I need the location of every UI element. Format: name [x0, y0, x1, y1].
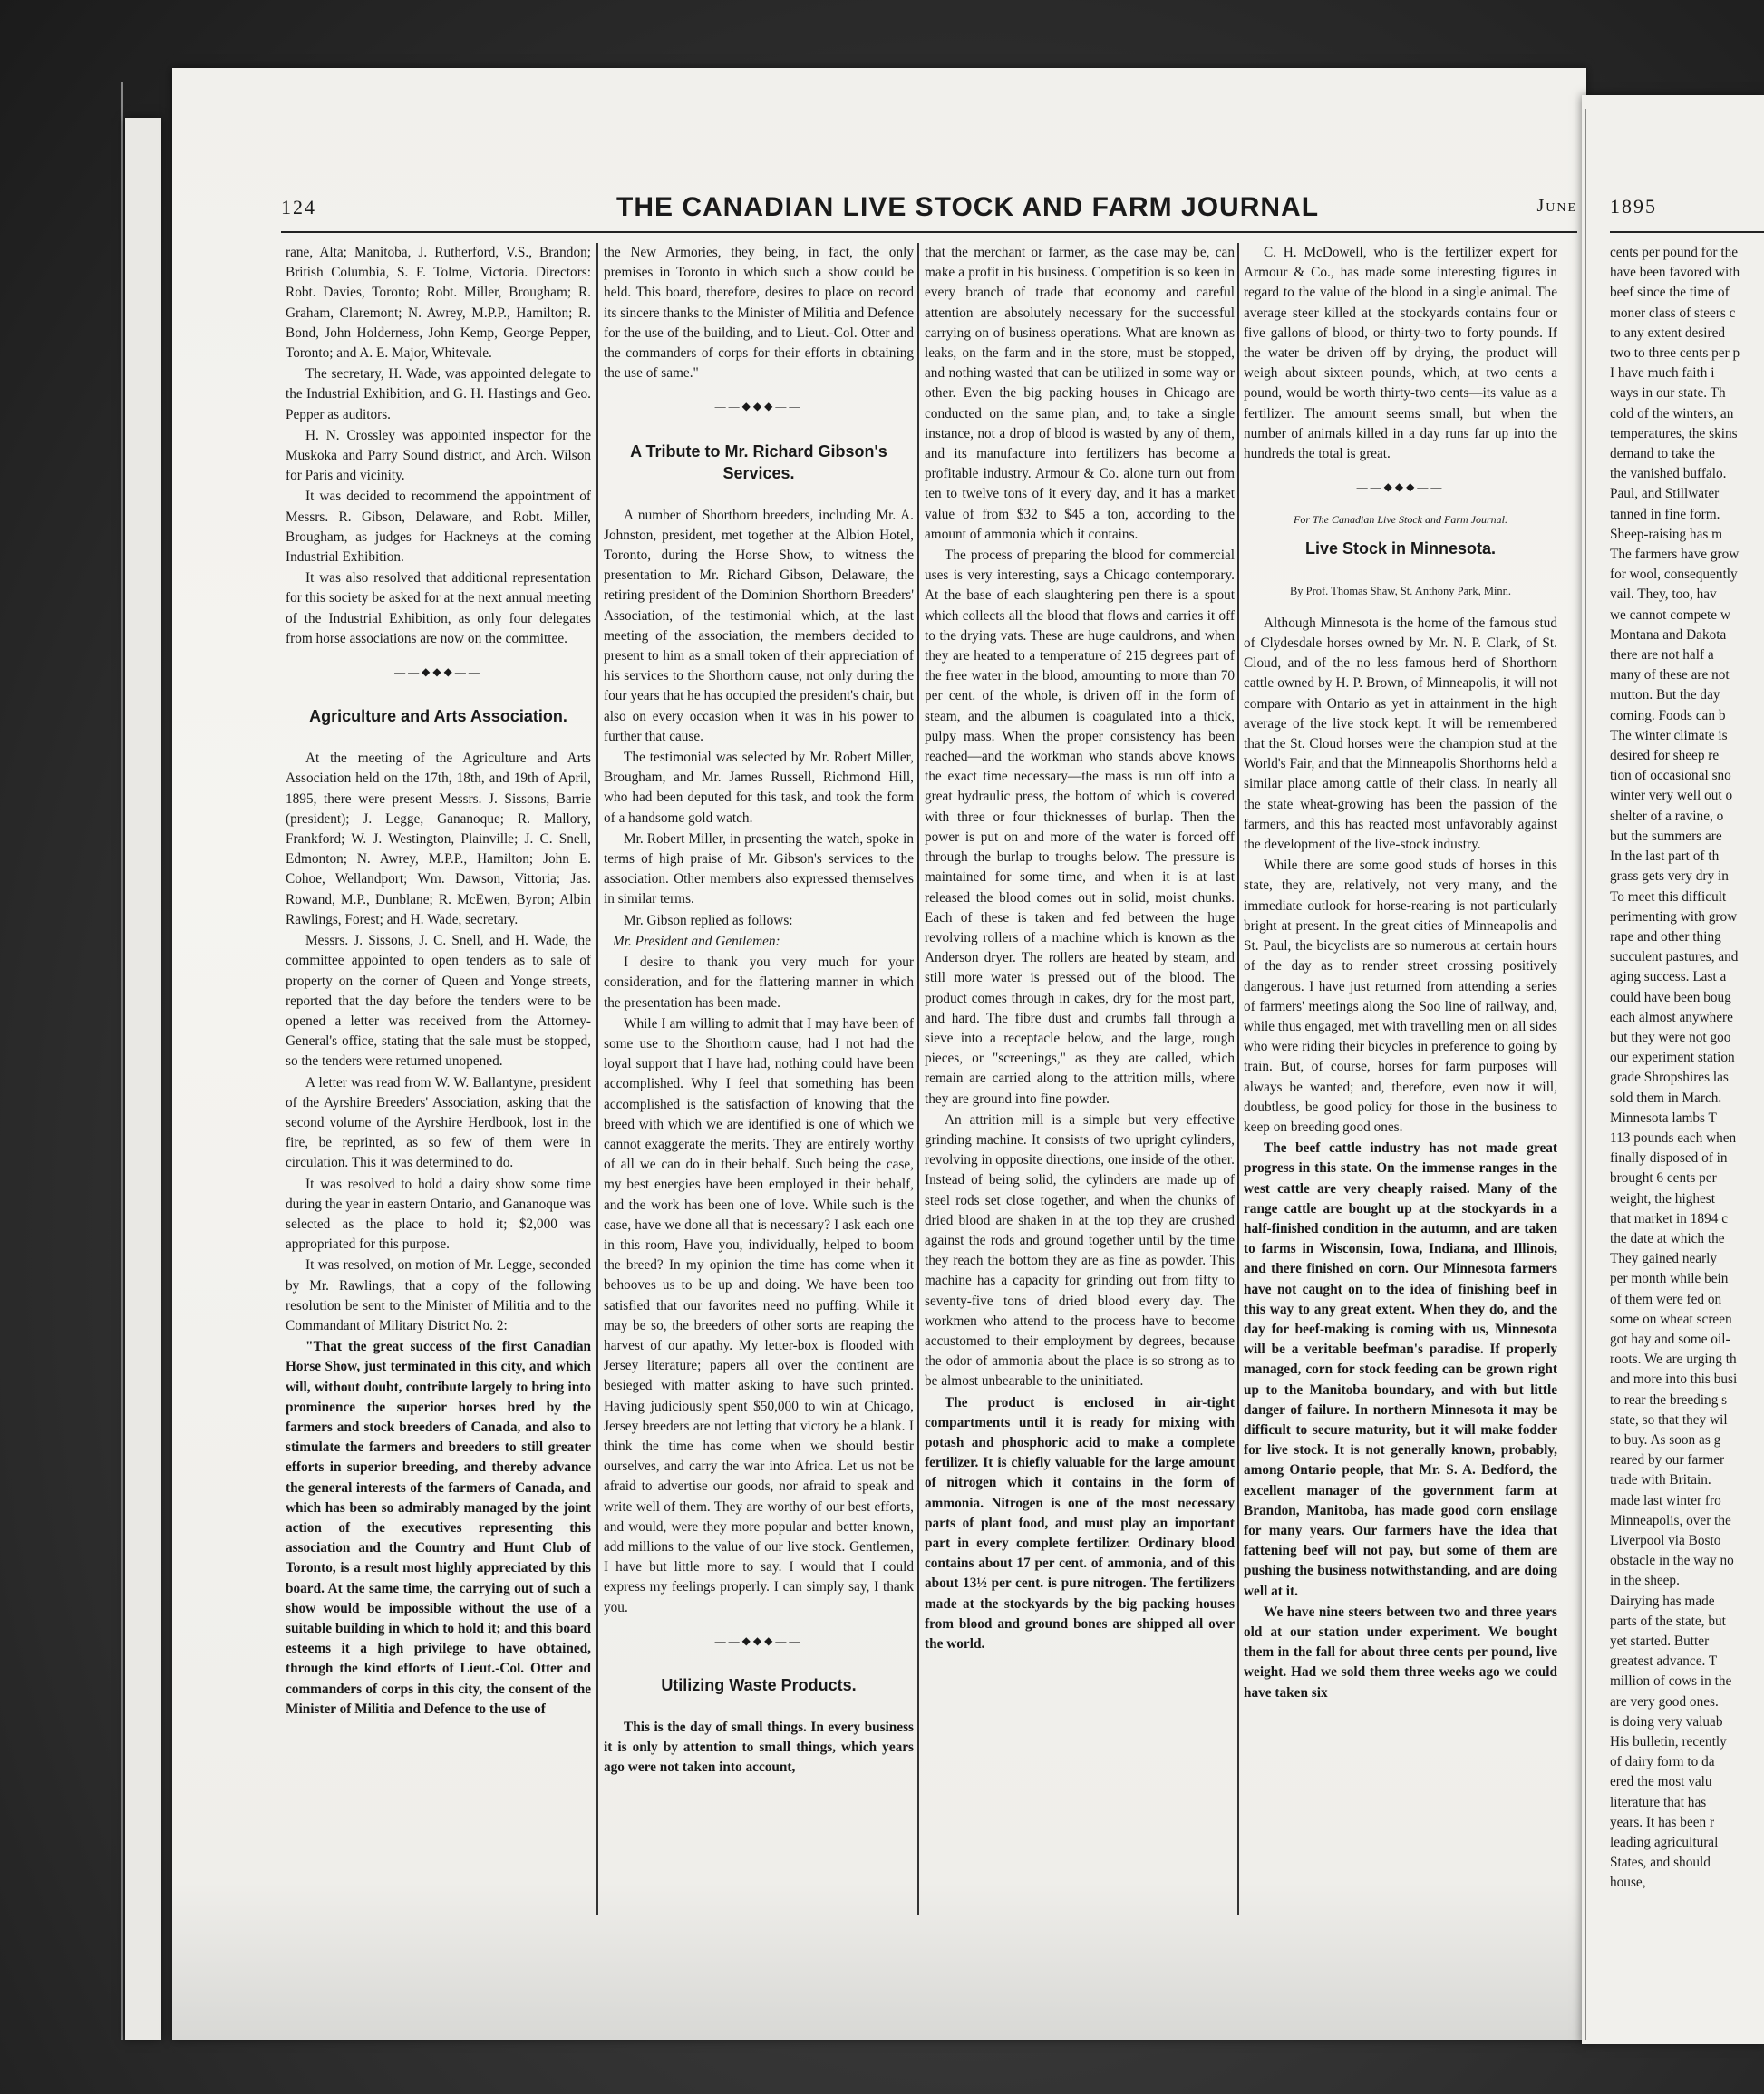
- facing-page-line: could have been boug: [1610, 989, 1731, 1005]
- facing-page-year: 1895: [1610, 195, 1657, 218]
- paragraph: The testimonial was selected by Mr. Robert Miller, Brougham, and Mr. James Russell, Richmond Hill, who had been deputed for this task, and took the form of a handsome gold watch.: [604, 750, 914, 826]
- facing-page-line: 113 pounds each when: [1610, 1129, 1737, 1146]
- facing-page-line: vail. They, too, hav: [1610, 587, 1717, 603]
- facing-page-line: His bulletin, recently: [1610, 1734, 1727, 1750]
- facing-page-line: of them were fed on: [1610, 1291, 1722, 1307]
- facing-page-line: and more into this busi: [1610, 1372, 1738, 1388]
- paragraph: rane, Alta; Manitoba, J. Rutherford, V.S., Brandon; British Columbia, S. F. Tolme, Victoria. Directors: Robt. Davies, Toronto; Robt. Miller, Brougham; R. Graham, Claremont; N. Awrey, M.P.P., Hamilton; R. Bond, John Holderness, John Kemp, George Pepper, Toronto; and A. E. Major, Whitevale.: [286, 245, 591, 362]
- facing-page-line: States, and should: [1610, 1855, 1711, 1871]
- facing-page-line: literature that has: [1610, 1794, 1707, 1810]
- section-ornament: ——◆◆◆——: [1356, 480, 1445, 494]
- column-3: [925, 243, 1235, 1920]
- column-4: [1244, 243, 1557, 1920]
- facing-page-line: sold them in March.: [1610, 1090, 1722, 1106]
- facing-page-line: is doing very valuab: [1610, 1713, 1723, 1730]
- column-5-facing-page: [1610, 243, 1764, 1920]
- facing-page-line: are very good ones.: [1610, 1693, 1719, 1710]
- facing-page-line: leading agricultural: [1610, 1835, 1719, 1851]
- facing-page-line: cold of the winters, an: [1610, 405, 1734, 422]
- paragraph: An attrition mill is a simple but very effective grinding machine. It consists of two upright cylinders, revolving in opposite directions, one inside of the other. Instead of being solid, the cylinders are made up of steel rods set close together, and when the chunks of dried blood are shaken in at the top they are crushed against the rods and ground together until by the time they reach the bottom they are as fine as powder. This machine has a capacity for grinding out from fifty to seventy-five tons of dried blood every day. The workmen who attend to the process have to become accustomed to their employment by degrees, because the odor of ammonia about the place is so strong as to be almost unbearable to the uninitiated.: [925, 1111, 1235, 1390]
- facing-page-line: two to three cents per p: [1610, 345, 1740, 362]
- facing-page-line: tion of occasional sno: [1610, 768, 1731, 784]
- facing-page-line: to rear the breeding s: [1610, 1391, 1728, 1408]
- journal-title: THE CANADIAN LIVE STOCK AND FARM JOURNAL: [616, 192, 1320, 222]
- resolution-paragraph: "That the great success of the first Canadian Horse Show, just terminated in this city, and which will, without doubt, contribute largely to bring into prominence the superior horses bred by the farmers and stock breeders of Canada, and also to stimulate the farmers and breeders to still greater efforts in superior breeding, and thereby advance the general interests of the farmers of Canada, and which has been so admirably managed by the joint action of the executives representing this association and the Country and Hunt Club of Toronto, is a result most highly appreciated by this board. At the same time, the carrying out of such a show would be impossible without the use of a suitable building in which to hold it; and this board esteems it a high privilege to have obtained, through the kind efforts of Lieut.-Col. Otter and commanders of corps in this city, the consent of the Minister of Militia and Defence to the use of: [286, 1339, 591, 1717]
- paragraph: Messrs. J. Sissons, J. C. Snell, and H. Wade, the committee appointed to open tenders as to sale of property on the corner of Queen and Yonge streets, reported that the day before the tenders were to be opened a letter was received from the Attorney-General's office, stating that the sale must be stopped, so the tenders were returned unopened.: [286, 933, 591, 1070]
- facing-page-line: moner class of steers c: [1610, 305, 1736, 321]
- facing-page-line: To meet this difficult: [1610, 888, 1727, 905]
- column-divider: [917, 243, 919, 1915]
- facing-page-line: Minneapolis, over the: [1610, 1512, 1731, 1528]
- facing-page-line: state, so that they wil: [1610, 1411, 1728, 1428]
- paragraph: While there are some good studs of horses in this state, they are, relatively, not very many, and the immediate outlook for horse-rearing is not particularly bright at present. In the great cities of Minneapolis and St. Paul, the bicyclists are so numerous at certain hours of the day as to render street crossing positively dangerous. I have just returned from attending a series of farmers' meetings along the Soo line of railway, and, while thus engaged, met with travelling men on all sides who were riding their bicycles in preference to going by train. But, of course, horses for farm purposes will always be wanted; and, therefore, even now it will, doubtless, be good policy for those in the business to keep on breeding good ones.: [1244, 858, 1557, 1135]
- paragraph: It was also resolved that additional representation for this society be asked for at the next annual meeting of the Industrial Exhibition, as only four delegates from horse associations are now on the committee.: [286, 570, 591, 646]
- facing-page-line: desired for sheep re: [1610, 748, 1720, 764]
- article-heading: Utilizing Waste Products.: [661, 1676, 857, 1694]
- paragraph: A letter was read from W. W. Ballantyne, president of the Ayrshire Breeders' Association, asking that the second volume of the Ayrshire Herdbook, lost in the fire, be reprinted, as so few of them were in circulation. This it was determined to do.: [286, 1074, 591, 1171]
- paragraph: the New Armories, they being, in fact, the only premises in Toronto in which such a show could be held. This board, therefore, desires to place on record its sincere thanks to the Minister of Militia and Defence for the use of the building, and to Lieut.-Col. Otter and the commanders of corps for their efforts in obtaining the use of same.": [604, 245, 914, 382]
- facing-page-line: made last winter fro: [1610, 1492, 1721, 1508]
- facing-page-line: cents per pound for the: [1610, 245, 1739, 260]
- page-number: 124: [281, 196, 316, 218]
- facing-page-line: reared by our farmer: [1610, 1452, 1725, 1469]
- facing-page-line: yet started. Butter: [1610, 1634, 1710, 1650]
- facing-page-line: million of cows in the: [1610, 1673, 1732, 1690]
- paragraph: Mr. Robert Miller, in presenting the watch, spoke in terms of high praise of Mr. Gibson's services to the association. Other members also expressed themselves in similar terms.: [604, 830, 914, 907]
- facing-page-line: of dairy form to da: [1610, 1754, 1715, 1770]
- facing-page-line: trade with Britain.: [1610, 1472, 1711, 1488]
- facing-header-rule: [1610, 231, 1764, 233]
- facing-page-line: per month while bein: [1610, 1271, 1729, 1287]
- issue-month: June: [1536, 196, 1577, 216]
- section-ornament: ——◆◆◆——: [714, 1634, 803, 1647]
- paragraph: While I am willing to admit that I may have been of some use to the Shorthorn cause, had I not had the loyal support that I have had, nothing could have been accomplished. Why I feel that something has been accomplished is the satisfaction of knowing that the breed with which we are identified is one of which we cannot exaggerate the merits. They are entirely worthy of all we can do in their behalf. Such being the case, my best energies have been employed in their behalf, and the work has been one of love. While such is the case, have we done all that is necessary? I ask each one in this room, Have you, individually, helped to boom the breed? In my opinion the time has come when it behooves us to be up and doing. We have been too satisfied that our favorites need no puffing. While it may be so, the breeders of other sorts are reaping the harvest of our apathy. My letter-box is flooded with Jersey literature; papers all over the continent are besieged with matter asking to have such printed. Having judiciously spent $50,000 to win at Chicago, Jersey breeders are not letting that victory be a blank. I think the time has come when we should bestir ourselves, and carry the war into Africa. Let us not be afraid to advertise our goods, nor afraid to speak and write well of them. They are worthy of our best efforts, and would, were they more popular and better known, add millions to the value of our live stock. Gentlemen, I have but little more to say. I would that I could express my feelings properly. I can simply say, I thank you.: [604, 1015, 914, 1615]
- facing-page-line: Dairying has made: [1610, 1593, 1715, 1609]
- facing-page-line: succulent pastures, and: [1610, 949, 1739, 965]
- facing-page-line: winter very well out o: [1610, 788, 1733, 804]
- facing-page-line: for wool, consequently: [1610, 567, 1738, 583]
- facing-page-line: Minnesota lambs T: [1610, 1110, 1717, 1126]
- paragraph: It was resolved to hold a dairy show some time during the year in eastern Ontario, and Gananoque was selected as the place to hold it; $2,000 was appropriated for this purpose.: [286, 1176, 591, 1253]
- column-divider: [596, 243, 598, 1915]
- paragraph: The product is enclosed in air-tight compartments until it is ready for mixing with potash and phosphoric acid to make a complete fertilizer. It is chiefly valuable for the large amount of nitrogen which it contains in the form of ammonia. Nitrogen is one of the most necessary parts of plant food, and must play an important part in every complete fertilizer. Ordinary blood contains about 17 per cent. of ammonia, and of this about 13½ per cent. is pure nitrogen. The fertilizers made at the stockyards by the big packing houses from blood and ground bones are shipped all over the world.: [925, 1394, 1235, 1653]
- article-credit: For The Canadian Live Stock and Farm Journal.: [1294, 513, 1507, 527]
- article-byline: By Prof. Thomas Shaw, St. Anthony Park, Minn.: [1289, 584, 1512, 597]
- facing-page-line: there are not half a: [1610, 647, 1714, 664]
- gutter-line: [1585, 109, 1586, 2040]
- paragraph: We have nine steers between two and three years old at our station under experiment. We bought them in the fall for about three cents per pound, live weight. Had we sold them three weeks ago we could have taken six: [1244, 1604, 1557, 1701]
- facing-page-line: weight, the highest: [1610, 1190, 1715, 1207]
- facing-page-line: many of these are not: [1610, 667, 1730, 683]
- facing-page-line: Montana and Dakota: [1610, 626, 1727, 643]
- facing-page-line: demand to take the: [1610, 446, 1715, 462]
- facing-page-line: got hay and some oil-: [1610, 1331, 1730, 1347]
- facing-page-line: Sheep-raising has m: [1610, 526, 1723, 542]
- facing-page-line: tanned in fine form.: [1610, 506, 1720, 522]
- facing-page-line: that market in 1894 c: [1610, 1210, 1728, 1226]
- paragraph: I desire to thank you very much for your consideration, and for the flattering manner in which the presentation has been made.: [604, 955, 914, 1011]
- facing-page-line: grade Shropshires las: [1610, 1070, 1729, 1086]
- facing-page-line: I have much faith i: [1610, 365, 1715, 382]
- section-ornament: ——◆◆◆——: [394, 665, 482, 679]
- facing-page-line: the vanished buffalo.: [1610, 466, 1727, 482]
- facing-page-line: ways in our state. Th: [1610, 385, 1726, 402]
- facing-page-line: to any extent desired: [1610, 325, 1726, 341]
- page-header: [281, 192, 1577, 228]
- column-1: [286, 243, 591, 1920]
- facing-page-line: The winter climate is: [1610, 727, 1728, 743]
- facing-page-line: have been favored with: [1610, 265, 1740, 281]
- paragraph: that the merchant or farmer, as the case may be, can make a profit in his business. Competition is so keen in every branch of trade that economy and careful attention are absolutely necessary for the successful carrying on of business operations. What are known as leaks, on the farm and in the store, must be stopped, and nothing wasted that can be utilized in some way or other. Even the big packing houses in Chicago are conducted on the same plan, and, to take a single instance, not a drop of blood is wasted by any of them, and its manufacture into fertilizers has become a profitable industry. Armour & Co. alone turn out from ten to twelve tons of it every day, and it has a market value of from $32 to $45 a ton, according to the amount of ammonia which it contains.: [925, 245, 1235, 542]
- facing-page-line: aging success. Last a: [1610, 969, 1727, 985]
- facing-page-line: our experiment station: [1610, 1050, 1735, 1066]
- facing-page-line: coming. Foods can b: [1610, 707, 1726, 723]
- facing-page-line: finally disposed of in: [1610, 1150, 1728, 1167]
- facing-page-line: mutton. But the day: [1610, 687, 1720, 703]
- facing-page-line: we cannot compete w: [1610, 606, 1730, 623]
- facing-page-line: Liverpool via Bosto: [1610, 1533, 1721, 1548]
- facing-page-line: They gained nearly: [1610, 1251, 1718, 1267]
- scan-edge-line: [121, 82, 123, 2040]
- paragraph: At the meeting of the Agriculture and Arts Association held on the 17th, 18th, and 19th of April, 1895, there were present Messrs. J. Sissons, Barrie (president); J. Legge, Gananoque; R. Mallory, Frankford; W. J. Westington, Plainville; J. C. Snell, Edmonton; N. Awrey, M.P.P., Hamilton; John E. Cohoe, Wellandport; Wm. Dawson, Vittoria; Jas. Rowand, M.P., Dunblane; R. McEwen, Byron; Albin Rawlings, Forest; and H. Wade, secretary.: [286, 751, 591, 927]
- facing-page-line: grass gets very dry in: [1610, 868, 1729, 885]
- facing-page-line: In the last part of th: [1610, 848, 1720, 865]
- article-heading: A Tribute to Mr. Richard Gibson's Services.: [630, 441, 887, 482]
- underlying-page-edge: [125, 118, 161, 2040]
- section-ornament: ——◆◆◆——: [714, 400, 803, 413]
- facing-page-line: to buy. As soon as g: [1610, 1431, 1721, 1448]
- paragraph: H. N. Crossley was appointed inspector for the Muskoka and Parry Sound district, and Arch. Wilson for Paris and vicinity.: [286, 427, 591, 484]
- facing-page-line: but they were not goo: [1610, 1029, 1731, 1045]
- paragraph: A number of Shorthorn breeders, including Mr. A. Johnston, president, met together at the Albion Hotel, Toronto, during the Horse Show, to witness the presentation to Mr. Richard Gibson, Delaware, the retiring president of the Dominion Shorthorn Breeders' Association, of the testimonial which, at the last meeting of the association, the members decided to present to him as a small token of their appreciation of his services to the Shorthorn cause, not only during the four years that he has occupied the president's chair, but also on every occasion when it was in his power to further that cause.: [604, 507, 914, 744]
- paragraph: The process of preparing the blood for commercial uses is very interesting, says a Chicago contemporary. At the base of each slaughtering pen there is a spout which collects all the blood that flows and carries it off to the drying vats. These are huge cauldrons, and when they are heated to a temperature of 215 degrees part of the free water in the blood, amounting to more than 70 per cent. of the whole, is driven off in the form of steam, and the albumen is coagulated into a thick, pulpy mass. When the proper consistency has been reached—and the workman who stands above knows the exact time necessary—the mass is run off into a great hydraulic press, the bottom of which is covered with three or four thicknesses of burlap. Then the power is put on and more of the water is forced off through the burlap to troughs below. The pressure is maintained for some time, and when it is at last released the blood comes out in solid, moist chunks. Each of these is taken and fed between the huge revolving rollers of a machine which is known as the Anderson dryer. The rollers are heated by steam, and still more water is pressed out of the blood. The product comes through in cakes, dry for the most part, and hard. The fibre dust and crumbs fall through a sieve into a receptacle below, and the large, rough pieces, or "screenings," as they are called, which remain are carried along to the attrition mills, where they are ground into fine powder.: [925, 548, 1235, 1107]
- facing-page-line: perimenting with grow: [1610, 908, 1738, 925]
- facing-page-line: ered the most valu: [1610, 1774, 1712, 1790]
- header-rule: [281, 231, 1577, 233]
- facing-page-line: beef since the time of: [1610, 285, 1730, 301]
- facing-page-line: The farmers have grow: [1610, 547, 1740, 563]
- paragraph: It was resolved, on motion of Mr. Legge, seconded by Mr. Rawlings, that a copy of the following resolution be sent to the Minister of Militia and to the Commandant of Military District No. 2:: [286, 1257, 591, 1333]
- facing-page-line: in the sheep.: [1610, 1573, 1680, 1589]
- paragraph: The secretary, H. Wade, was appointed delegate to the Industrial Exhibition, and G. H. Hastings and Geo. Pepper as auditors.: [286, 366, 591, 422]
- paragraph: Mr. Gibson replied as follows:: [624, 912, 793, 928]
- facing-page-line: shelter of a ravine, o: [1610, 808, 1724, 824]
- facing-page-line: rape and other thing: [1610, 928, 1721, 945]
- facing-page-line: but the summers are: [1610, 828, 1722, 844]
- facing-page-line: each almost anywhere: [1610, 1009, 1733, 1025]
- facing-page-line: the date at which the: [1610, 1230, 1725, 1246]
- paragraph: The beef cattle industry has not made great progress in this state. On the immense ranges in the west cattle are very cheaply raised. Many of the range cattle are bought up at the stockyards in a half-finished condition in the autumn, and are taken to farms in Wisconsin, Iowa, Indiana, and Illinois, and there finished on corn. Our Minnesota farmers have not caught on to the idea of finishing beef in this way to any great extent. When they do, and the day for beef-making is coming with us, Minnesota will be a veritable beefman's paradise. If properly managed, corn for stock feeding can be grown right up to the Manitoba boundary, and with but little danger of failure. In northern Minnesota it may be difficult to secure maturity, but it will make fodder for live stock. It is not generally known, probably, among Ontario people, that Mr. S. A. Bedford, the excellent manager of the government farm at Brandon, Manitoba, has made good corn ensilage for many years. Our farmers have the idea that fattening beef will not pay, but some of them are pushing the business notwithstanding, and are doing well at it.: [1244, 1140, 1557, 1599]
- facing-page-line: house,: [1610, 1875, 1646, 1891]
- article-heading: Agriculture and Arts Association.: [309, 707, 567, 726]
- column-2: [604, 243, 914, 1920]
- facing-page-line: obstacle in the way no: [1610, 1553, 1734, 1569]
- facing-page-line: parts of the state, but: [1610, 1613, 1726, 1629]
- facing-page-line: temperatures, the skins: [1610, 425, 1738, 441]
- facing-page-line: some on wheat screen: [1610, 1311, 1732, 1327]
- facing-page-line: roots. We are urging th: [1610, 1352, 1737, 1368]
- paragraph: This is the day of small things. In every business it is only by attention to small things, which years ago were not taken into account,: [604, 1720, 914, 1776]
- column-divider: [1237, 243, 1239, 1915]
- facing-page-line: Paul, and Stillwater: [1610, 486, 1720, 502]
- article-heading: Live Stock in Minnesota.: [1304, 538, 1497, 557]
- facing-page-line: greatest advance. T: [1610, 1653, 1718, 1670]
- paragraph: Although Minnesota is the home of the famous stud of Clydesdale horses owned by Mr. N. P. Clark, of St. Cloud, and of the no less famous herd of Shorthorn cattle owned by H. P. Brown, of Minneapolis, it will not compare with Ontario as yet in attainment in the high average of the live stock kept. It will be remembered that the St. Cloud horses were the champion stud at the World's Fair, and that the Minneapolis Shorthorns held a similar place among cattle of their class. In nearly all the state wheat-growing has been the passion of the farmers, and this has reacted most unfavorably against the development of the live-stock industry.: [1244, 615, 1557, 853]
- paragraph: C. H. McDowell, who is the fertilizer expert for Armour & Co., has made some interesting figures in regard to the value of the blood in a single animal. The average steer killed at the stockyards contains four or five gallons of blood, or thirty-two to forty pounds. If the water be driven off by drying, the product will weigh about sixteen pounds, which, at two cents a pound, would be worth thirty-two cents—its value as a fertilizer. The amount seems small, but when the number of animals killed in a day runs far up into the hundreds the total is great.: [1244, 245, 1557, 462]
- facing-page-line: years. It has been r: [1610, 1814, 1715, 1830]
- facing-page-line: brought 6 cents per: [1610, 1170, 1717, 1187]
- paragraph: It was decided to recommend the appointment of Messrs. R. Gibson, Delaware, and Robt. Miller, Brougham, as judges for Hackneys at the coming Industrial Exhibition.: [286, 489, 591, 566]
- salutation: Mr. President and Gentlemen:: [613, 933, 780, 949]
